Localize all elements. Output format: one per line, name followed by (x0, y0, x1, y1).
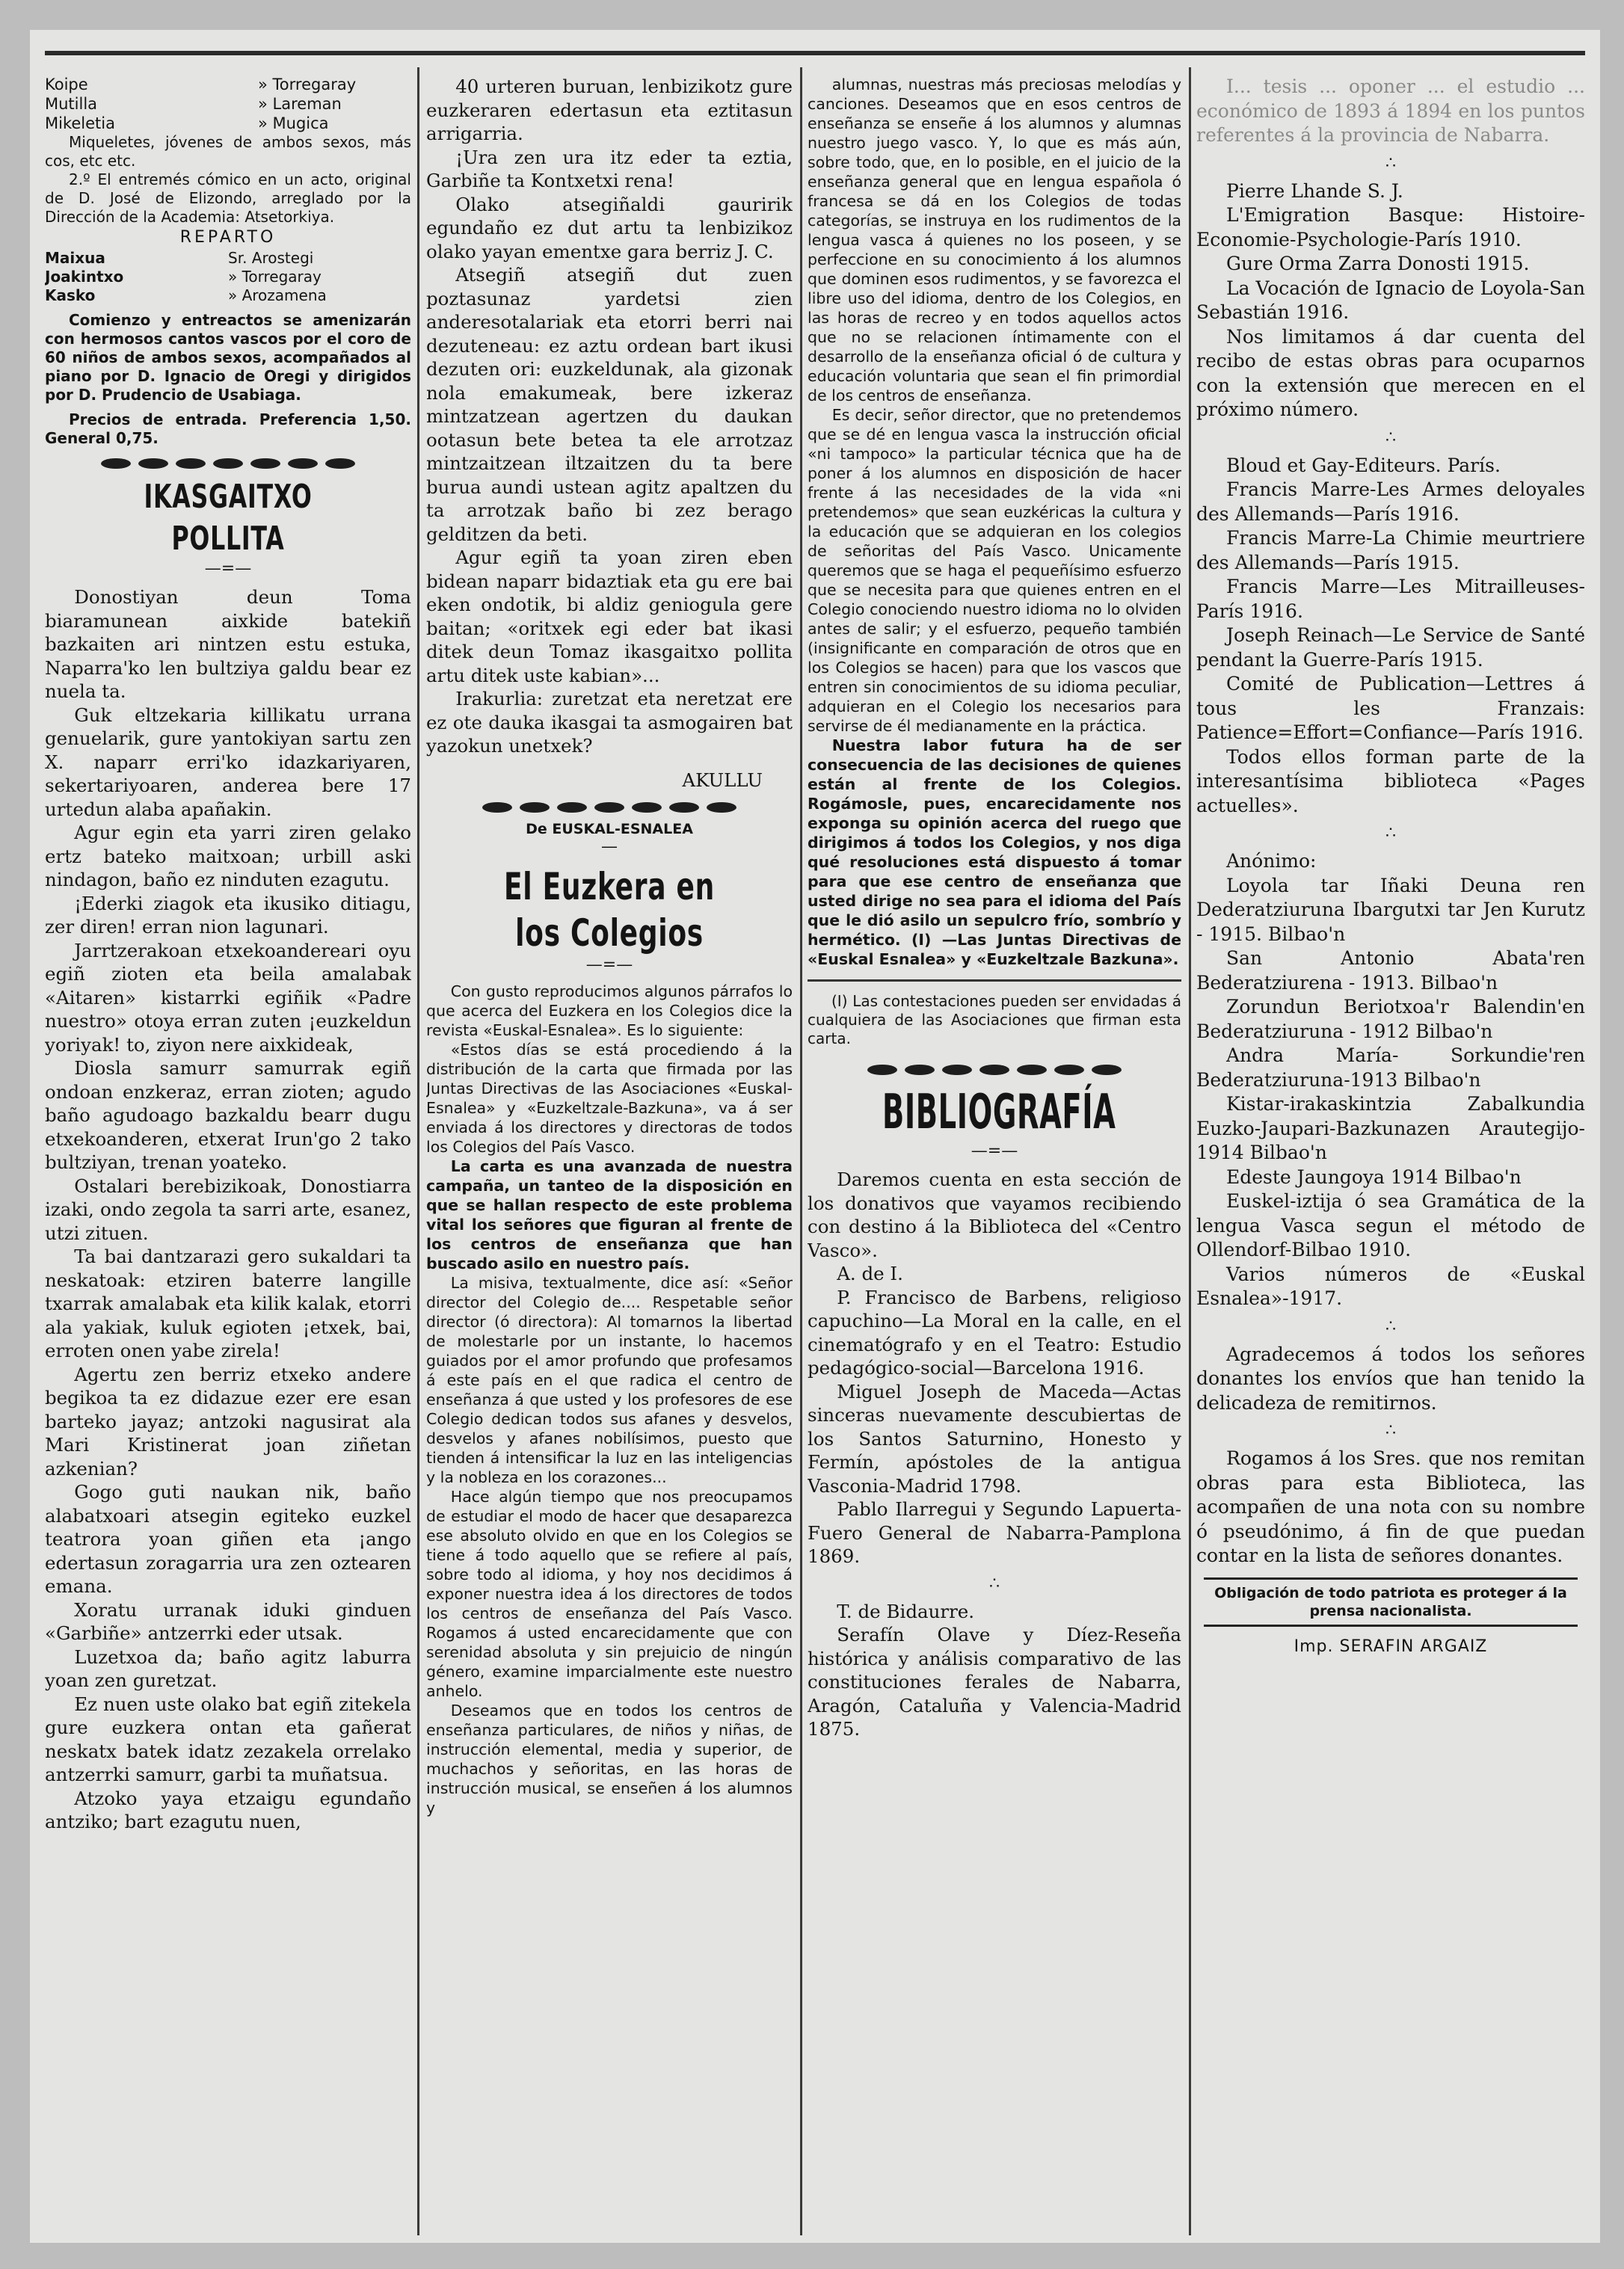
biblio-entry: P. Francisco de Barbens, religioso capuchino—La Moral en la calle, en el cinematógrafo y en el Teatro: Estudio pedagógico-social—Barcelona 1916. (808, 1286, 1181, 1379)
biblio-note: Rogamos á los Sres. que nos remitan obras para esta Biblioteca, las acompañen de una nota con su nombre ó pseudónimo, á fin de que puedan contar en la lista de señores donantes. (1196, 1447, 1585, 1566)
biblio-entry: Pierre Lhande S. J. (1226, 179, 1403, 202)
article-paragraph: Atsegiñ atsegiñ dut zuen poztasunaz yardetsi zien anderesotalariak eta etorri berri nai dezuteneau: ez aztu ordean bart ikusi dezuten ori: euzkeldunak, ala gizonak nola emakumeak, bere izkeraz mintzatzean agertzen du daukan ootasun bete betea ta ele arrotzaz mintzaitzean iltzaitzen du ta bere burua aundi ustean agitz apaltzen du ta arrotzak baño bi zez berago gelditzen da beti. (426, 264, 793, 545)
column-1 (45, 75, 411, 1834)
biblio-donor: T. de Bidaurre. (837, 1600, 975, 1622)
reparto-actor: » Arozamena (228, 286, 327, 304)
faded-entry: I... tesis ... oponer ... el estudio ... económico de 1893 á 1894 en los puntos referentes á la provincia de Nabarra. (1196, 76, 1585, 146)
biblio-note: Agradecemos á todos los señores donantes los envíos que han tenido la delicadeza de remitirnos. (1196, 1343, 1585, 1414)
cast-actor: » Lareman (258, 95, 342, 113)
biblio-note: Nos limitamos á dar cuenta del recibo de estas obras para ocuparnos con la extensión que merecen en el próximo número. (1196, 325, 1585, 420)
article-paragraph: «Estos días se está procediendo á la distribución de la carta que firmada por las Juntas Directivas de las Asociaciones «Euskal-Esnalea» y «Euzkeltzale-Bazkuna», va á ser enviada á los directores y directoras de todos los Colegios del País Vasco. (426, 1041, 793, 1156)
article-paragraph: Xoratu urranak iduki ginduen «Garbiñe» antzerrki eder utsak. (45, 1598, 411, 1644)
biblio-entry: San Antonio Abata'ren Bederatziurena - 1913. Bilbao'n (1196, 947, 1585, 994)
article-paragraph: Deseamos que en todos los centros de enseñanza particulares, de niños y niñas, de instrucción elemental, media y superior, de muchachos y señoritas, en las horas de instrucción musical, se enseñen á los alumnos y (426, 1702, 793, 1817)
biblio-intro: Daremos cuenta en esta sección de los donativos que vayamos recibiendo con destino á la Biblioteca del «Centro Vasco». (808, 1169, 1181, 1261)
euzkera-article (426, 982, 793, 1817)
headline-bibliografia: BIBLIOGRAFÍA (882, 1085, 1116, 1140)
biblio-entry: Loyola tar Iñaki Deuna ren Dederatziuruna Ibargutxi tar Jen Kurutz - 1915. Bilbao'n (1196, 874, 1585, 945)
article-paragraph: Con gusto reproducimos algunos párrafos lo que acerca del Euzkera en los Colegios dice la revista «Euskal-Esnalea». Es lo siguiente: (426, 982, 793, 1039)
article-paragraph: Agur egiñ ta yoan ziren eben bidean naparr bidaztiak eta gu ere bai eken ondotik, bi aldiz geniogula gere baitan; «oritxek egi eder bat ikasi ditek deun Tomaz ikasgaitxo pollita artu ditek uste kabian»... (426, 547, 793, 686)
article-paragraph: 40 urteren buruan, lenbizikotz gure euzkeraren edertasun eta eztitasun arrigarria. (426, 76, 793, 144)
biblio-entry: Francis Marre—Les Mitrailleuses-París 1916. (1196, 576, 1585, 622)
patriot-notice: Obligación de todo patriota es proteger á la prensa nacionalista. (1204, 1577, 1578, 1627)
biblio-entry: Bloud et Gay-Editeurs. París. (1226, 454, 1501, 476)
column-rule-1 (417, 67, 419, 2235)
precios-text: Precios de entrada. Preferencia 1,50. General 0,75. (45, 410, 411, 447)
kicker-source: De EUSKAL-ESNALEA (526, 821, 693, 837)
footnote: (I) Las contestaciones pueden ser envidadas á cualquiera de las Asociaciones que firman esta carta. (808, 992, 1181, 1047)
comienzo-text: Comienzo y entreactos se amenizarán con hermosos cantos vascos por el coro de 60 niños de ambos sexos, acompañados al piano por D. Ignacio de Oregi y dirigidos por D. Prudencio de Usabiaga. (45, 311, 411, 404)
article-paragraph: La carta es una avanzada de nuestra campaña, un tanteo de la disposición en que se hallan respecto de este problema vital los señores que figuran al frente de los centros de enseñanza que han buscado asilo en nuestro país. (426, 1157, 793, 1272)
article-paragraph: Atzoko yaya etzaigu egundaño antziko; bart ezagutu nuen, (45, 1787, 411, 1832)
article-paragraph: Guk eltzekaria killikatu urrana genuelarik, gure yantokiyan sartu zen X. naparr erri'ko idazkariyaren, sekertariyoaren, anderea bere 17 urtedun alaba apañakin. (45, 704, 411, 820)
biblio-entry: Varios números de «Euskal Esnalea»-1917. (1196, 1263, 1585, 1309)
biblio-entry: Comité de Publication—Lettres á tous les Franzais: Patience=Effort=Confiance—París 1916. (1196, 673, 1585, 743)
reparto-actor: » Torregaray (228, 268, 322, 286)
article-paragraph: Olako atsegiñaldi gauririk egundaño ez dut artu ta lenbizikoz olako yayan ementxe gara berriz J. C. (426, 193, 793, 262)
signature-akullu: AKULLU (682, 769, 763, 791)
kicker-dash: — (601, 837, 618, 856)
biblio-entry: Serafín Olave y Díez-Reseña histórica y análisis comparativo de las constituciones ferales de Nabarra, Aragón, Cataluña y Valencia-Madrid 1875. (808, 1624, 1181, 1740)
ornament-divider (808, 1065, 1181, 1075)
article-paragraph: ¡Ura zen ura itz eder ta eztia, Garbiñe ta Kontxetxi rena! (426, 146, 793, 191)
headline-dash: —=— (204, 559, 252, 578)
stars-divider: ∴ (989, 1574, 1000, 1593)
cast-actor: » Torregaray (258, 76, 357, 93)
article-paragraph: Agur egin eta yarri ziren gelako ertz bateko maitxoan; urbill aski nindagon, baño ez ninduten ezagutu. (45, 822, 411, 890)
biblio-entry: Euskel-iztija ó sea Gramática de la lengua Vasca segun el método de Ollendorf-Bilbao 1910. (1196, 1190, 1585, 1260)
newspaper-page (30, 30, 1600, 2243)
biblio-anonimo: Anónimo: (1226, 850, 1317, 872)
top-rule (45, 51, 1585, 55)
cast-list (45, 75, 411, 133)
biblio-entry: Kistar-irakaskintzia Zabalkundia Euzko-Jaupari-Bazkunazen Arautegijo-1914 Bilbao'n (1196, 1093, 1585, 1163)
article-paragraph: Agertu zen berriz etxeko andere begikoa ta ez didazue ezer ere esan barteko jayaz; antzoki nagusirat ala Mari Kristinerat joan ziñetan azkenian? (45, 1363, 411, 1480)
cast-name: Koipe (45, 76, 88, 93)
biblio-entry: Francis Marre-Les Armes deloyales des Allemands—París 1916. (1196, 478, 1585, 525)
cast-actor: » Mugica (258, 114, 329, 132)
headline-dash: —=— (971, 1142, 1018, 1160)
column-2 (426, 75, 793, 1817)
stars-divider: ∴ (1385, 153, 1396, 173)
biblio-sign: A. de I. (837, 1263, 903, 1284)
article-paragraph: Irakurlia: zuretzat eta neretzat ere ez ote dauka ikasgai ta asmogairen bat yazokun unetxek? (426, 688, 793, 757)
article-paragraph: Ez nuen uste olako bat egiñ zitekela gure euzkera ontan eta gañerat neskatx batek idatz zezakela orrelako antzerrki samurr, garbi ta muñatsua. (45, 1693, 411, 1785)
column-4 (1196, 75, 1585, 1658)
stars-divider: ∴ (1385, 428, 1396, 447)
biblio-entry: Edeste Jaungoya 1914 Bilbao'n (1226, 1166, 1522, 1188)
reparto-role: Kasko (45, 286, 96, 304)
stars-divider: ∴ (1385, 824, 1396, 843)
stars-divider: ∴ (1385, 1421, 1396, 1440)
stars-divider: ∴ (1385, 1317, 1396, 1336)
headline-dash: —=— (585, 955, 633, 974)
article-paragraph: Gogo guti naukan nik, baño alabatxoari atsegin egiteko euzkel teatrora yoan giñen eta ¡ango edertasun zoragarria ura zen oztearen emana. (45, 1481, 411, 1597)
article-paragraph: Donostiyan deun Toma biaramunean aixkide batekiñ bazkaiten ari nintzen estu estuka, Naparra'ko len bultziya galdu bear ez nuela ta. (45, 586, 411, 702)
printer-credit: Imp. SERAFIN ARGAIZ (1294, 1637, 1488, 1656)
reparto-list (45, 249, 411, 305)
biblio-entry: Andra María- Sorkundie'ren Bederatziuruna-1913 Bilbao'n (1196, 1044, 1585, 1091)
column-rule-2 (800, 67, 802, 2235)
euzkera-article-cont (808, 75, 1181, 969)
miqueletes-text: Miqueletes, jóvenes de ambos sexos, más cos, etc etc. (45, 133, 411, 170)
article-paragraph: Nuestra labor futura ha de ser consecuencia de las decisiones de quienes están al frente de los Colegios. Rogámosle, pues, encarecidamente nos exponga su opinión acerca del ruego que dirigimos á todos los Colegios, y nos diga qué resoluciones está dispuesto á tomar para que ese centro de enseñanza que usted dirige no sea para el idioma del País que le dió asilo un sepulcro frío, sombrío y hermético. (I) —Las Juntas Directivas de «Euskal Esnalea» y «Euzkeltzale Bazkuna». (808, 736, 1181, 968)
reparto-actor: Sr. Arostegi (228, 249, 314, 267)
reparto-title: REPARTO (179, 228, 277, 247)
article-paragraph: alumnas, nuestras más preciosas melodías y canciones. Deseamos que en esos centros de enseñanza se enseñe á los alumnos y alumnas nuestro juego vasco. Y, lo que es más aún, sobre todo, que, en lo posible, en el juicio de la enseñanza general que en lengua española ó francesa se dá en los Colegios de todas categorías, se instruya en los rudimentos de la lengua vasca á quienes no los poseen, y se perfeccione en su conocimiento á los alumnos que dominen esos rudimentos, y se favorezca el libre uso del idioma, dentro de los Colegios, en las horas de recreo y en todos aquellos actos que no se relacionen íntimamente con el desarrollo de la enseñanza oficial ó de cultura y educación voluntaria que sean el fin primordial de los centros de enseñanza. (808, 76, 1181, 404)
article-paragraph: Diosla samurr samurrak egiñ ondoan enzkeraz, erran zioten; agudo baño agudoago bazkaldu bearr dugu etxekoanderen, etxerat Irun'go 2 tako bultziyan, trenan yoateko. (45, 1057, 411, 1173)
biblio-entry: Pablo Ilarregui y Segundo Lapuerta-Fuero General de Nabarra-Pamplona 1869. (808, 1498, 1181, 1567)
headline-euzkera: El Euzkera en los Colegios (503, 865, 716, 955)
cast-name: Mikeletia (45, 114, 115, 132)
ornament-divider (426, 802, 793, 813)
column-3 (808, 75, 1181, 1741)
reparto-role: Joakintxo (45, 268, 124, 286)
biblio-note: Todos ellos forman parte de la interesantísima biblioteca «Pages actuelles». (1196, 745, 1585, 816)
biblio-entry: Francis Marre-La Chimie meurtriere des Allemands—París 1915. (1196, 527, 1585, 573)
ornament-divider (45, 458, 411, 469)
article-paragraph: Jarrtzerakoan etxekoandereari oyu egiñ zioten eta beila amalabak «Aitaren» kistarrki egiñik «Padre nuestro» otoya erran zuten ¡euzkeldun yoriyak! to, ziyon nere aixkideak, (45, 939, 411, 1056)
biblio-entry: Gure Orma Zarra Donosti 1915. (1226, 253, 1530, 274)
headline-ikasgaitxo: IKASGAITXO POLLITA (144, 478, 313, 558)
article-paragraph: ¡Ederki ziagok eta ikusiko ditiagu, zer diren! erran nion lagunari. (45, 892, 411, 938)
footnote-rule (808, 979, 1181, 982)
biblio-entry: Joseph Reinach—Le Service de Santé pendant la Guerre-París 1915. (1196, 624, 1585, 671)
article-paragraph: La misiva, textualmente, dice así: «Señor director del Colegio de.... Respetable señor director (ó directora): Al tomarnos la libertad de molestarle por un instante, lo hacemos guiados por el amor profundo que profesamos á este país en el que radica el centro de enseñanza á que usted y los profesores de ese Colegio dedican todos sus afanes y desvelos, desvelos y afanes nobilísimos, puesto que tienden á intensificar la luz en las inteligencias y la nobleza en los corazones... (426, 1274, 793, 1486)
biblio-entry: Miguel Joseph de Maceda—Actas sinceras nuevamente descubiertas de los Santos Saturnino, Honesto y Fermín, apóstoles de la antigua Vasconia-Madrid 1798. (808, 1380, 1181, 1497)
biblio-entry: Zorundun Beriotxoa'r Balendin'en Bederatziuruna - 1912 Bilbao'n (1196, 996, 1585, 1042)
biblio-entry: La Vocación de Ignacio de Loyola-San Sebastián 1916. (1196, 277, 1585, 323)
entremes-text: 2.º El entremés cómico en un acto, original de D. José de Elizondo, arreglado por la Dirección de la Academia: Atsetorkiya. (45, 170, 411, 226)
cast-name: Mutilla (45, 95, 98, 113)
article-paragraph: Ostalari berebizikoak, Donostiarra izaki, ondo zegola ta sarri arte, esanez, utzi zituen. (45, 1174, 411, 1244)
article-paragraph: Hace algún tiempo que nos preocupamos de estudiar el modo de hacer que desaparezca ese absoluto olvido en que en los Colegios se tiene á todo aquello que se refiere al país, sobre todo al idioma, y hoy nos decidimos á exponer nuestra idea á los directores de todos los centros de enseñanza del País Vasco. Rogamos á usted encarecidamente que con serenidad absoluta y sin prejuicio de ningún género, examine imparcialmente este nuestro anhelo. (426, 1488, 793, 1700)
article-paragraph: Luzetxoa da; baño agitz laburra yoan zen guretzat. (45, 1645, 411, 1691)
article-paragraph: Es decir, señor director, que no pretendemos que se dé en lengua vasca la instrucción oficial «ni tampoco» la particular técnica que ha de poner á los alumnos en disposición de hacer frente á las necesidades de la vida «ni pretendemos» que sean euzkéricas la cultura y la educación que se adquieran en los colegios de señoritas del País Vasco. Unicamente queremos que se haga el pequeñísimo esfuerzo que se necesita para que quienes entren en el Colegio conociendo nuestro idioma no lo olviden antes de salir; y el esfuerzo, pequeño también (insignificante en comparación de otros que en los Colegios se hacen) para que los vascos que entren sin conocimientos de su idioma peculiar, adquieran en el Colegio los necesarios para servirse de él medianamente en la práctica. (808, 406, 1181, 735)
reparto-role: Maixua (45, 249, 105, 267)
biblio-entry: L'Emigration Basque: Histoire-Economie-Psychologie-París 1910. (1196, 204, 1585, 250)
column-rule-3 (1189, 67, 1191, 2235)
article-paragraph: Ta bai dantzarazi gero sukaldari ta neskatoak: etziren baterre langille txarrak amalabak eta kilik kalak, etorri ala yakiak, kuluk egioten ¡etxek, bai, erroten onen yabe zirela! (45, 1246, 411, 1361)
